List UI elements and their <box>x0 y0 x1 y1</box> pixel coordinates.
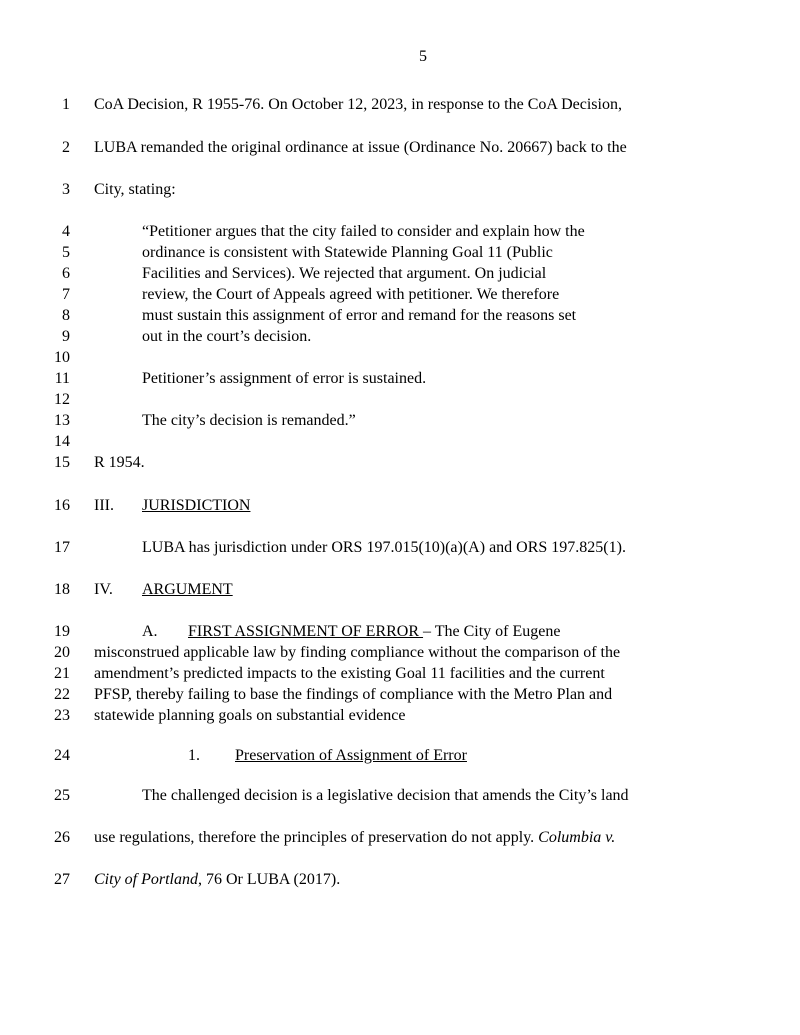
body-text-line: The challenged decision is a legislative decision that amends the City’s land <box>142 787 629 804</box>
block-quote <box>142 221 659 347</box>
line-number: 27 <box>54 871 70 888</box>
quote-line: ordinance is consistent with Statewide Planning Goal 11 (Public <box>142 244 553 261</box>
assignment-heading: FIRST ASSIGNMENT OF ERROR <box>188 623 424 640</box>
line-number: 13 <box>54 412 70 429</box>
assignment-letter: A. <box>142 623 158 640</box>
line-number: 4 <box>62 223 70 240</box>
quote-paragraph: The city’s decision is remanded.” <box>142 412 356 429</box>
section-heading: JURISDICTION <box>142 497 251 514</box>
line-number: 17 <box>54 539 70 556</box>
line-number: 16 <box>54 497 70 514</box>
body-text-line: LUBA remanded the original ordinance at issue (Ordinance No. 20667) back to the <box>94 139 627 156</box>
assignment-heading-line <box>188 622 560 641</box>
body-text-line: City, stating: <box>94 181 176 198</box>
case-name: Columbia v. <box>538 829 616 846</box>
assignment-heading-line: PFSP, thereby failing to base the findings of compliance with the Metro Plan and <box>94 686 613 703</box>
line-number: 8 <box>62 307 70 324</box>
section-numeral: III. <box>94 497 114 514</box>
line-number: 5 <box>62 244 70 261</box>
line-number: 3 <box>62 181 70 198</box>
section-heading: ARGUMENT <box>142 581 233 598</box>
line-number: 21 <box>54 665 70 682</box>
line-number: 12 <box>54 391 70 408</box>
body-text-line <box>94 870 340 889</box>
line-number: 11 <box>54 370 70 387</box>
section-numeral: IV. <box>94 581 113 598</box>
line-number: 19 <box>54 623 70 640</box>
line-number: 25 <box>54 787 70 804</box>
quote-line: review, the Court of Appeals agreed with petitioner. We therefore <box>142 286 560 303</box>
record-citation: R 1954. <box>94 454 145 471</box>
line-number: 15 <box>54 454 70 471</box>
line-number: 6 <box>62 265 70 282</box>
assignment-heading-line: statewide planning goals on substantial evidence <box>94 707 406 724</box>
line-number: 22 <box>54 686 70 703</box>
quote-line: must sustain this assignment of error and remand for the reasons set <box>142 307 577 324</box>
quote-line: out in the court’s decision. <box>142 328 312 345</box>
body-text: use regulations, therefore the principles of preservation do not apply. <box>94 829 539 846</box>
line-number: 23 <box>54 707 70 724</box>
body-text-line: CoA Decision, R 1955-76. On October 12, 2023, in response to the CoA Decision, <box>94 96 622 113</box>
body-text-line: LUBA has jurisdiction under ORS 197.015(10)(a)(A) and ORS 197.825(1). <box>142 539 626 556</box>
quote-line: “Petitioner argues that the city failed to consider and explain how the <box>142 223 585 240</box>
line-number: 2 <box>62 139 70 156</box>
line-number: 1 <box>62 96 70 113</box>
line-number: 18 <box>54 581 70 598</box>
case-name: City of Portland <box>94 871 198 888</box>
line-number: 24 <box>54 747 70 764</box>
body-text-line <box>94 828 615 847</box>
subsection-numeral: 1. <box>188 747 200 764</box>
assignment-heading-line: misconstrued applicable law by finding compliance without the comparison of the <box>94 644 621 661</box>
case-citation: , 76 Or LUBA (2017). <box>198 871 341 888</box>
line-number: 26 <box>54 829 70 846</box>
quote-line: Facilities and Services). We rejected that argument. On judicial <box>142 265 547 282</box>
line-number: 7 <box>62 286 70 303</box>
line-number: 10 <box>54 349 70 366</box>
line-number: 14 <box>54 433 70 450</box>
subsection-heading: Preservation of Assignment of Error <box>235 747 467 764</box>
quote-paragraph: Petitioner’s assignment of error is sustained. <box>142 370 427 387</box>
line-number: 20 <box>54 644 70 661</box>
page-number: 5 <box>419 48 427 65</box>
line-number: 9 <box>62 328 70 345</box>
assignment-heading-rest: – The City of Eugene <box>423 623 561 640</box>
assignment-heading-line: amendment’s predicted impacts to the existing Goal 11 facilities and the current <box>94 665 605 682</box>
